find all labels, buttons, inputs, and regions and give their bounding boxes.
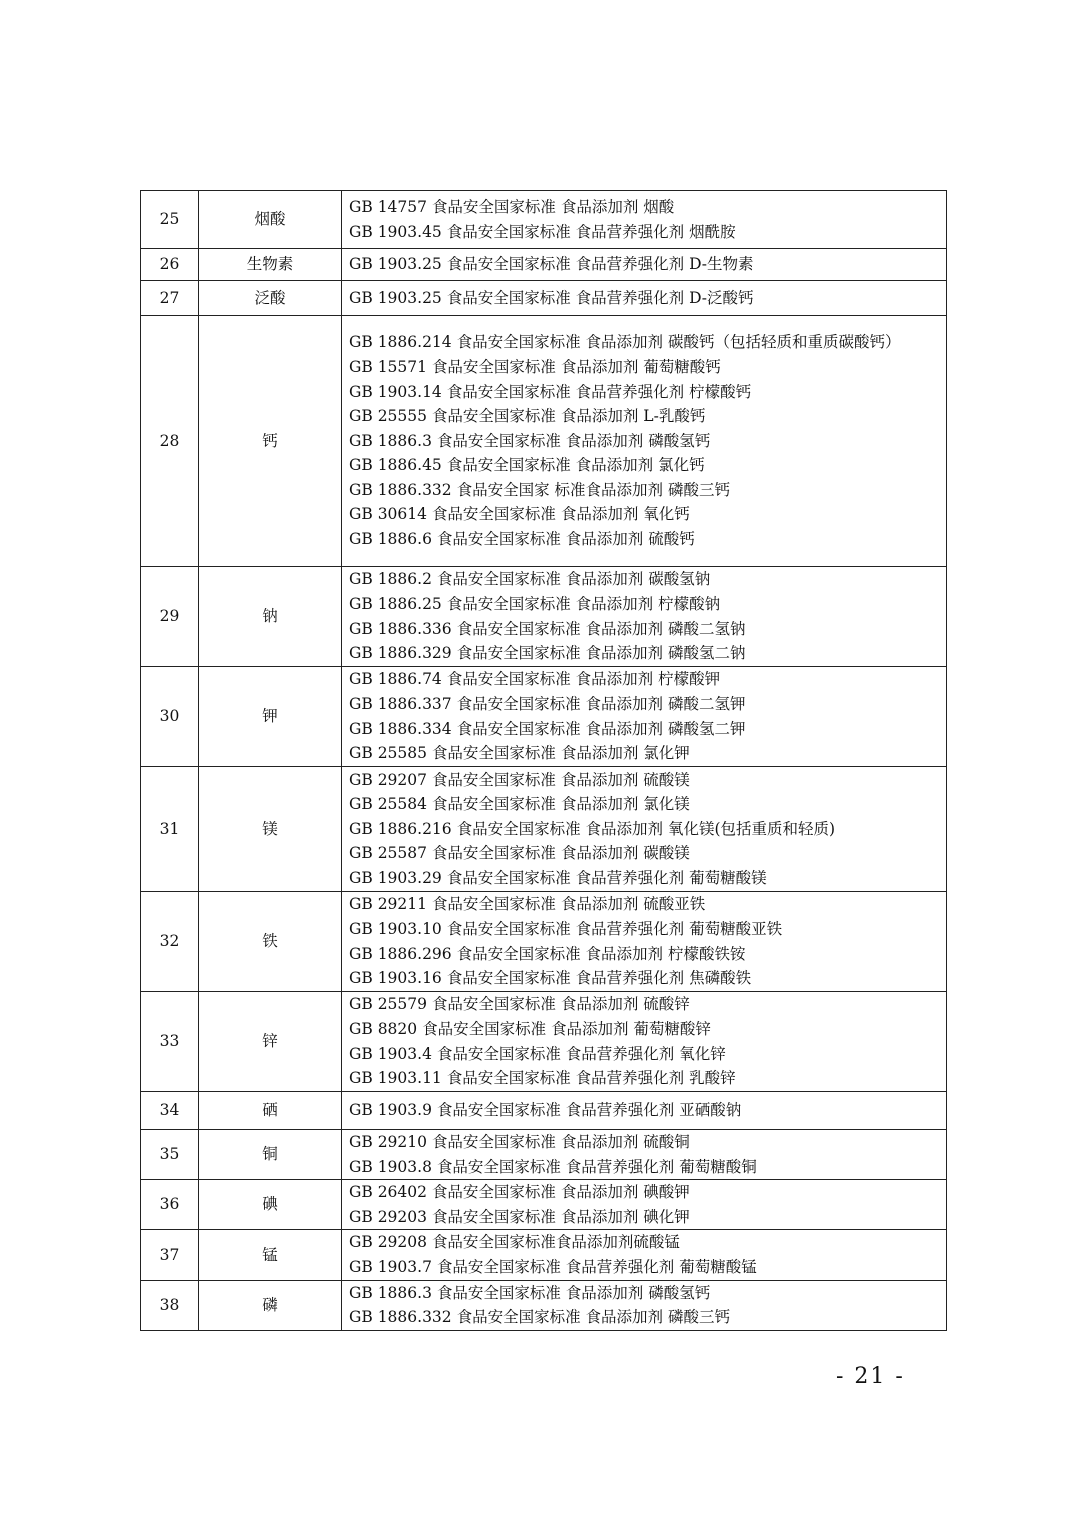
standard-item: GB 1886.45 食品安全国家标准 食品添加剂 氯化钙 [349, 456, 705, 475]
standard-item: GB 1886.2 食品安全国家标准 食品添加剂 碳酸氢钠 [349, 570, 711, 589]
standard-item: GB 29210 食品安全国家标准 食品添加剂 硫酸铜 [349, 1133, 690, 1151]
standard-item: GB 1903.45 食品安全国家标准 食品营养强化剂 烟酰胺 [349, 222, 736, 241]
standards-cell [342, 567, 947, 667]
standard-item: GB 25587 食品安全国家标准 食品添加剂 碳酸镁 [349, 844, 690, 863]
standard-item: GB 8820 食品安全国家标准 食品添加剂 葡萄糖酸锌 [349, 1019, 711, 1038]
standard-item: GB 1886.3 食品安全国家标准 食品添加剂 磷酸氢钙 [349, 1283, 711, 1302]
standard-item: GB 25555 食品安全国家标准 食品添加剂 L-乳酸钙 [349, 407, 706, 426]
standards-table [140, 190, 947, 1331]
standard-item: GB 1903.16 食品安全国家标准 食品营养强化剂 焦磷酸铁 [349, 969, 752, 988]
standard-item: GB 30614 食品安全国家标准 食品添加剂 氧化钙 [349, 505, 690, 524]
table-row [141, 1180, 947, 1230]
nutrient-name: 硒 [199, 1092, 342, 1130]
nutrient-name: 碘 [199, 1180, 342, 1230]
table-row [141, 767, 947, 892]
row-number: 29 [141, 567, 199, 667]
standard-item: GB 1886.25 食品安全国家标准 食品添加剂 柠檬酸钠 [349, 594, 721, 613]
standards-cell [342, 1180, 947, 1230]
table-row [141, 667, 947, 767]
table-row [141, 1230, 947, 1280]
standards-cell [342, 316, 947, 567]
standard-item: GB 1886.216 食品安全国家标准 食品添加剂 氧化镁(包括重质和轻质) [349, 819, 836, 838]
row-number: 38 [141, 1280, 199, 1330]
standard-item: GB 26402 食品安全国家标准 食品添加剂 碘酸钾 [349, 1183, 690, 1202]
row-number: 26 [141, 249, 199, 281]
nutrient-name: 钠 [199, 567, 342, 667]
standard-item: GB 1903.25 食品安全国家标准 食品营养强化剂 D-生物素 [349, 255, 754, 274]
standard-item: GB 1886.332 食品安全国家标准 食品添加剂 磷酸三钙 [349, 1308, 730, 1327]
row-number: 28 [141, 316, 199, 567]
table-row [141, 1280, 947, 1330]
table-body [141, 191, 947, 1331]
row-number: 32 [141, 892, 199, 992]
standard-item: GB 1886.336 食品安全国家标准 食品添加剂 磷酸二氢钠 [349, 619, 746, 638]
row-number: 31 [141, 767, 199, 892]
standard-item: GB 1903.11 食品安全国家标准 食品营养强化剂 乳酸锌 [349, 1069, 736, 1088]
standard-item: GB 29207 食品安全国家标准 食品添加剂 硫酸镁 [349, 770, 690, 789]
row-number: 30 [141, 667, 199, 767]
standard-item: GB 1886.74 食品安全国家标准 食品添加剂 柠檬酸钾 [349, 670, 721, 689]
table-row [141, 1092, 947, 1130]
row-number: 35 [141, 1130, 199, 1180]
table-row [141, 892, 947, 992]
table-row [141, 992, 947, 1092]
row-number: 25 [141, 191, 199, 249]
table-row [141, 249, 947, 281]
standard-item: GB 1903.4 食品安全国家标准 食品营养强化剂 氧化锌 [349, 1044, 726, 1063]
standards-cell [342, 249, 947, 281]
table-row [141, 567, 947, 667]
nutrient-name: 铜 [199, 1130, 342, 1180]
nutrient-name: 烟酸 [199, 191, 342, 249]
standard-item: GB 15571 食品安全国家标准 食品添加剂 葡萄糖酸钙 [349, 357, 721, 376]
nutrient-name: 钾 [199, 667, 342, 767]
standards-cell [342, 1092, 947, 1130]
standard-item: GB 1903.10 食品安全国家标准 食品营养强化剂 葡萄糖酸亚铁 [349, 919, 783, 938]
standards-cell [342, 767, 947, 892]
standard-item: GB 25585 食品安全国家标准 食品添加剂 氯化钾 [349, 744, 690, 763]
row-number: 27 [141, 281, 199, 316]
standards-cell [342, 1280, 947, 1330]
standards-cell [342, 281, 947, 316]
row-number: 36 [141, 1180, 199, 1230]
row-number: 33 [141, 992, 199, 1092]
nutrient-name: 磷 [199, 1280, 342, 1330]
standard-item: GB 14757 食品安全国家标准 食品添加剂 烟酸 [349, 197, 675, 216]
standard-item: GB 1903.7 食品安全国家标准 食品营养强化剂 葡萄糖酸锰 [349, 1257, 757, 1276]
nutrient-name: 锌 [199, 992, 342, 1092]
nutrient-name: 生物素 [199, 249, 342, 281]
standard-item: GB 1886.332 食品安全国家 标准食品添加剂 磷酸三钙 [349, 480, 730, 499]
standard-item: GB 1886.334 食品安全国家标准 食品添加剂 磷酸氢二钾 [349, 719, 746, 738]
standard-item: GB 1903.25 食品安全国家标准 食品营养强化剂 D-泛酸钙 [349, 288, 754, 307]
standards-cell [342, 1230, 947, 1280]
standards-cell [342, 191, 947, 249]
standard-item: GB 1903.8 食品安全国家标准 食品营养强化剂 葡萄糖酸铜 [349, 1157, 757, 1176]
nutrient-name: 钙 [199, 316, 342, 567]
standard-item: GB 1903.9 食品安全国家标准 食品营养强化剂 亚硒酸钠 [349, 1101, 742, 1120]
standard-item: GB 29211 食品安全国家标准 食品添加剂 硫酸亚铁 [349, 895, 706, 914]
table-row [141, 316, 947, 567]
standard-item: GB 29203 食品安全国家标准 食品添加剂 碘化钾 [349, 1207, 690, 1226]
standard-item: GB 1886.3 食品安全国家标准 食品添加剂 磷酸氢钙 [349, 431, 711, 450]
nutrient-name: 镁 [199, 767, 342, 892]
standard-item: GB 1903.29 食品安全国家标准 食品营养强化剂 葡萄糖酸镁 [349, 868, 767, 887]
standards-cell [342, 892, 947, 992]
standard-item: GB 1886.6 食品安全国家标准 食品添加剂 硫酸钙 [349, 530, 695, 549]
standards-cell [342, 667, 947, 767]
row-number: 34 [141, 1092, 199, 1130]
standard-item: GB 1886.214 食品安全国家标准 食品添加剂 碳酸钙（包括轻质和重质碳酸钙） [349, 333, 901, 352]
standards-cell [342, 1130, 947, 1180]
table-row [141, 281, 947, 316]
standard-item: GB 25584 食品安全国家标准 食品添加剂 氯化镁 [349, 795, 690, 814]
standard-item: GB 1886.337 食品安全国家标准 食品添加剂 磷酸二氢钾 [349, 694, 746, 713]
nutrient-name: 泛酸 [199, 281, 342, 316]
row-number: 37 [141, 1230, 199, 1280]
standard-item: GB 1886.329 食品安全国家标准 食品添加剂 磷酸氢二钠 [349, 644, 746, 663]
nutrient-name: 铁 [199, 892, 342, 992]
standard-item: GB 25579 食品安全国家标准 食品添加剂 硫酸锌 [349, 995, 690, 1014]
standards-cell [342, 992, 947, 1092]
standard-item: GB 1886.296 食品安全国家标准 食品添加剂 柠檬酸铁铵 [349, 944, 746, 963]
standard-item: GB 1903.14 食品安全国家标准 食品营养强化剂 柠檬酸钙 [349, 382, 752, 401]
table-row [141, 191, 947, 249]
table-row [141, 1130, 947, 1180]
page-number: - 21 - [836, 1364, 905, 1389]
nutrient-name: 锰 [199, 1230, 342, 1280]
standard-item: GB 29208 食品安全国家标准食品添加剂硫酸锰 [349, 1233, 680, 1252]
